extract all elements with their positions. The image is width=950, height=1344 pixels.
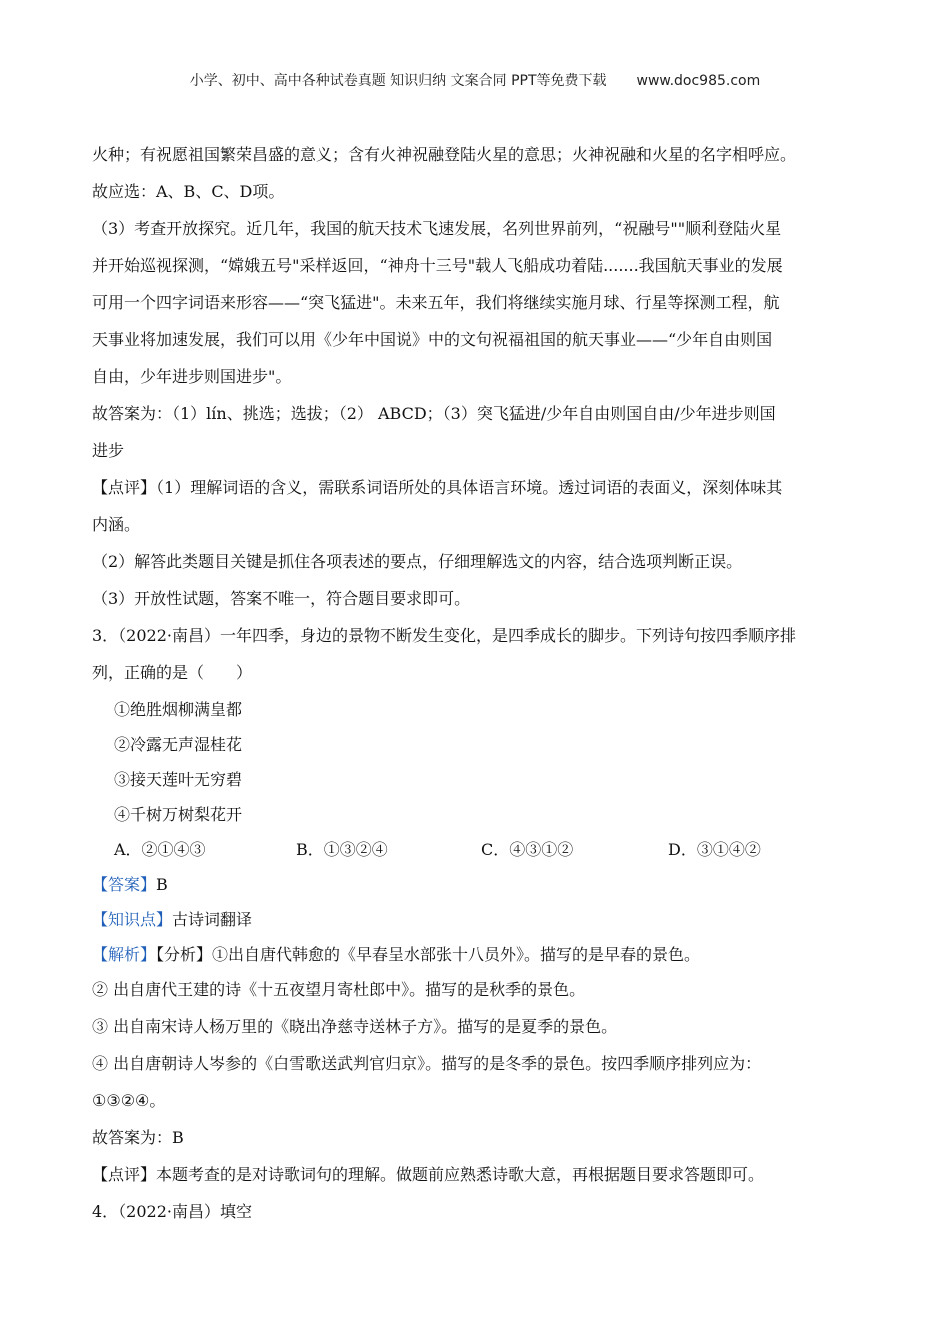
knowledge-point-tag: 【知识点】 (92, 910, 173, 929)
text-line: （2）解答此类题目关键是抓住各项表述的要点，仔细理解选文的内容，结合选项判断正误。 (92, 552, 743, 571)
answer-tag: 【答案】 (92, 875, 157, 894)
text-line: 进步 (92, 441, 125, 460)
text-line: 自由，少年进步则国进步"。 (92, 367, 292, 386)
text-line: （3）考查开放探究。近几年，我国的航天技术飞速发展，名列世界前列，“祝融号""顺利登陆火星 (92, 219, 782, 238)
poem-line-2: ②冷露无声湿桂花 (114, 735, 243, 754)
poem-line-4: ④千树万树梨花开 (114, 805, 243, 824)
header-site-link[interactable]: www.doc985.com (636, 73, 761, 89)
knowledge-point-line (92, 905, 862, 940)
choices-row (114, 835, 862, 870)
analysis-tag: 【解析】 (92, 945, 157, 964)
choice-a: A．②①④③ (114, 840, 206, 859)
analysis-text: 【分析】①出自唐代韩愈的《早春呈水部张十八员外》。描写的是早春的景色。 (156, 945, 701, 964)
page-header (0, 70, 950, 90)
choice-d: D．③①④② (668, 840, 761, 859)
analysis-line (92, 940, 862, 975)
knowledge-point-value: 古诗词翻译 (172, 910, 253, 929)
question-4-stem: 4．（2022·南昌）填空 (92, 1202, 252, 1221)
text-line: 可用一个四字词语来形容——“突飞猛进"。未来五年，我们将继续实施月球、行星等探测工程，航 (92, 293, 780, 312)
analysis-line-2: ② 出自唐代王建的诗《十五夜望月寄杜郎中》。描写的是秋季的景色。 (92, 980, 586, 999)
question-3-stem-cont: 列，正确的是（ ） (92, 663, 253, 682)
comment-text: （1）理解词语的含义，需联系词语所处的具体语言环境。透过词语的表面义，深刻体味其 (156, 478, 783, 497)
question-3-stem: 3．（2022·南昌）一年四季，身边的景物不断发生变化，是四季成长的脚步。下列诗句按四季顺序排 (92, 626, 796, 645)
choice-c: C．④③①② (481, 840, 574, 859)
analysis-line-5: ①③②④。 (92, 1091, 166, 1110)
document-body (92, 140, 862, 1234)
text-line: 并开始巡视探测，“嫦娥五号"采样返回，“神舟十三号"载人飞船成功着陆.......我国航天事业的发展 (92, 256, 783, 275)
answer-line (92, 870, 862, 905)
text-line: 天事业将加速发展，我们可以用《少年中国说》中的文句祝福祖国的航天事业——“少年自由则国 (92, 330, 773, 349)
text-line: 故应选：A、B、C、D项。 (92, 182, 285, 201)
analysis-line-3: ③ 出自南宋诗人杨万里的《晓出净慈寺送林子方》。描写的是夏季的景色。 (92, 1017, 618, 1036)
text-line: 火种；有祝愿祖国繁荣昌盛的意义；含有火神祝融登陆火星的意思；火神祝融和火星的名字相呼应。 (92, 145, 797, 164)
comment-line-2 (92, 1160, 862, 1197)
text-line: 内涵。 (92, 515, 141, 534)
header-text: 小学、初中、高中各种试卷真题 知识归纳 文案合同 PPT等免费下载 (189, 73, 607, 89)
answer-summary: 故答案为：B (92, 1128, 184, 1147)
poem-line-3: ③接天莲叶无穷碧 (114, 770, 243, 789)
text-line: 故答案为：（1）lín、挑选；选拔；（2） ABCD；（3）突飞猛进/少年自由则国自由/少年进步则国 (92, 404, 776, 423)
answer-value: B (156, 875, 168, 894)
choice-b: B．①③②④ (296, 840, 388, 859)
poem-line-1: ①绝胜烟柳满皇都 (114, 700, 243, 719)
comment-text-2: 本题考查的是对诗歌词句的理解。做题前应熟悉诗歌大意，再根据题目要求答题即可。 (156, 1165, 765, 1184)
comment-line (92, 473, 862, 510)
analysis-line-4: ④ 出自唐朝诗人岑参的《白雪歌送武判官归京》。描写的是冬季的景色。按四季顺序排列应为： (92, 1054, 762, 1073)
comment-tag: 【点评】 (92, 478, 157, 497)
comment-tag-2: 【点评】 (92, 1165, 157, 1184)
text-line: （3）开放性试题，答案不唯一，符合题目要求即可。 (92, 589, 471, 608)
